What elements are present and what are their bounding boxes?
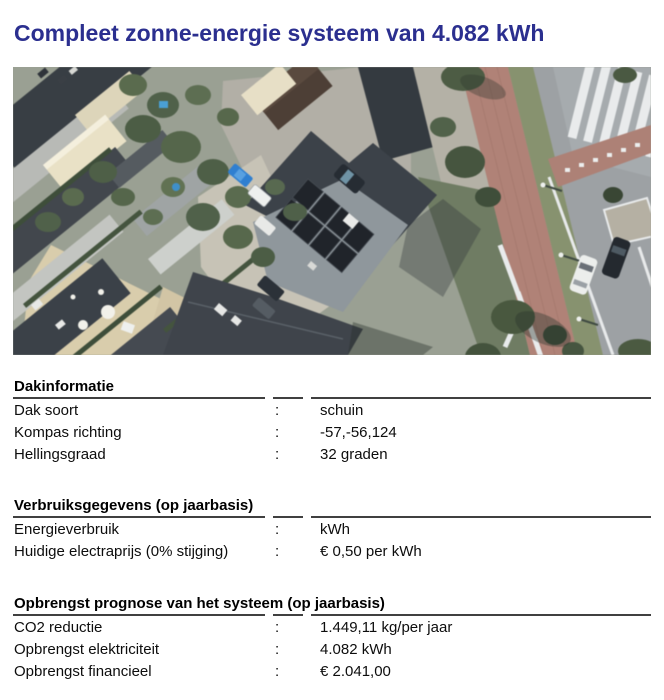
row-label: Dak soort: [14, 401, 79, 419]
section-header: Opbrengst prognose van het systeem (op jaarbasis): [14, 595, 385, 612]
section-verbruiksgegevens: [13, 497, 651, 562]
row-label: CO2 reductie: [14, 618, 103, 636]
row-label: Hellingsgraad: [14, 445, 106, 463]
section-header: Verbruiksgegevens (op jaarbasis): [14, 497, 254, 514]
aerial-photo-svg: [13, 67, 651, 355]
row-value: € 0,50 per kWh: [320, 542, 422, 560]
row-label: Huidige electraprijs (0% stijging): [14, 542, 229, 560]
row-value: 4.082 kWh: [320, 640, 392, 658]
row-separator: :: [275, 423, 280, 441]
row-label: Kompas richting: [14, 423, 122, 441]
table-row: [13, 518, 651, 540]
row-separator: :: [275, 618, 280, 636]
section-header: Dakinformatie: [14, 378, 115, 395]
row-separator: :: [275, 640, 280, 658]
page-title: Compleet zonne-energie systeem van 4.082 kWh: [14, 20, 545, 46]
table-row: [13, 540, 651, 562]
row-value: -57,-56,124: [320, 423, 397, 441]
row-label: Opbrengst elektriciteit: [14, 640, 160, 658]
table-row: [13, 660, 651, 682]
table-row: [13, 443, 651, 465]
row-value: 32 graden: [320, 445, 388, 463]
row-separator: :: [275, 542, 280, 560]
row-value: schuin: [320, 401, 364, 419]
row-label: Opbrengst financieel: [14, 662, 152, 680]
pool-blue: [159, 101, 168, 108]
header-rule: [13, 614, 651, 616]
row-label: Energieverbruik: [14, 520, 120, 538]
row-separator: :: [275, 401, 280, 419]
header-rule: [13, 516, 651, 518]
table-row: [13, 638, 651, 660]
section-opbrengst-prognose: [13, 595, 651, 682]
row-separator: :: [275, 445, 280, 463]
row-separator: :: [275, 662, 280, 680]
aerial-photo: [13, 67, 651, 355]
row-value: kWh: [320, 520, 350, 538]
row-separator: :: [275, 520, 280, 538]
table-row: [13, 399, 651, 421]
row-value: € 2.041,00: [320, 662, 391, 680]
section-dakinformatie: [13, 378, 651, 465]
report-tables: [13, 378, 651, 682]
row-value: 1.449,11 kg/per jaar: [320, 618, 453, 636]
table-row: [13, 421, 651, 443]
table-row: [13, 616, 651, 638]
trampoline-blue: [172, 183, 180, 191]
header-rule: [13, 397, 651, 399]
